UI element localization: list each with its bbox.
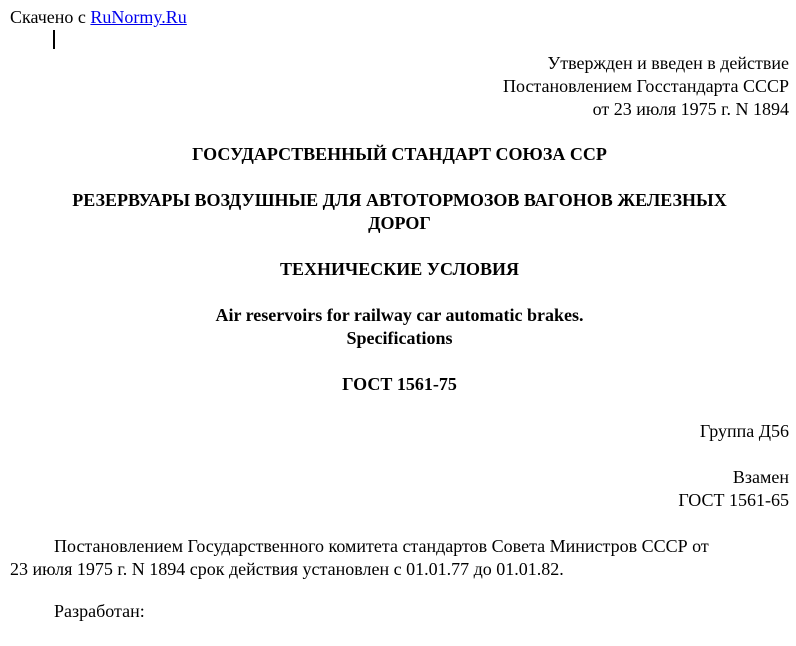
developed-label: Разработан: xyxy=(54,601,145,621)
replaces-block xyxy=(678,466,789,512)
source-prefix: Скачено с xyxy=(10,7,91,27)
replaces-value: ГОСТ 1561-65 xyxy=(678,490,789,510)
approval-block xyxy=(503,52,789,121)
source-link[interactable]: RuNormy.Ru xyxy=(90,7,187,27)
gost-number: ГОСТ 1561-75 xyxy=(342,374,457,394)
english-title-line-2: Specifications xyxy=(346,328,453,348)
state-standard-heading: ГОСУДАРСТВЕННЫЙ СТАНДАРТ СОЮЗА ССР xyxy=(192,144,607,164)
document-subtitle: ТЕХНИЧЕСКИЕ УСЛОВИЯ xyxy=(280,259,519,279)
approval-line-2: Постановлением Госстандарта СССР xyxy=(503,76,789,96)
source-line xyxy=(10,6,187,29)
approval-line-1: Утвержден и введен в действие xyxy=(547,53,789,73)
document-title xyxy=(10,189,789,235)
english-title-line-1: Air reservoirs for railway car automatic brakes. xyxy=(215,305,584,325)
text-cursor xyxy=(53,30,55,49)
approval-line-3: от 23 июля 1975 г. N 1894 xyxy=(592,99,789,119)
document-title-line-2: ДОРОГ xyxy=(368,213,431,233)
document-title-line-1: РЕЗЕРВУАРЫ ВОЗДУШНЫЕ ДЛЯ АВТОТОРМОЗОВ ВАГОНОВ ЖЕЛЕЗНЫХ xyxy=(72,190,727,210)
decree-paragraph-line-1: Постановлением Государственного комитета стандартов Совета Министров СССР от xyxy=(54,536,709,556)
english-title xyxy=(10,304,789,350)
decree-paragraph-line-2: 23 июля 1975 г. N 1894 срок действия установлен с 01.01.77 до 01.01.82. xyxy=(10,559,564,579)
group-label: Группа Д56 xyxy=(699,421,789,441)
replaces-label: Взамен xyxy=(732,467,789,487)
